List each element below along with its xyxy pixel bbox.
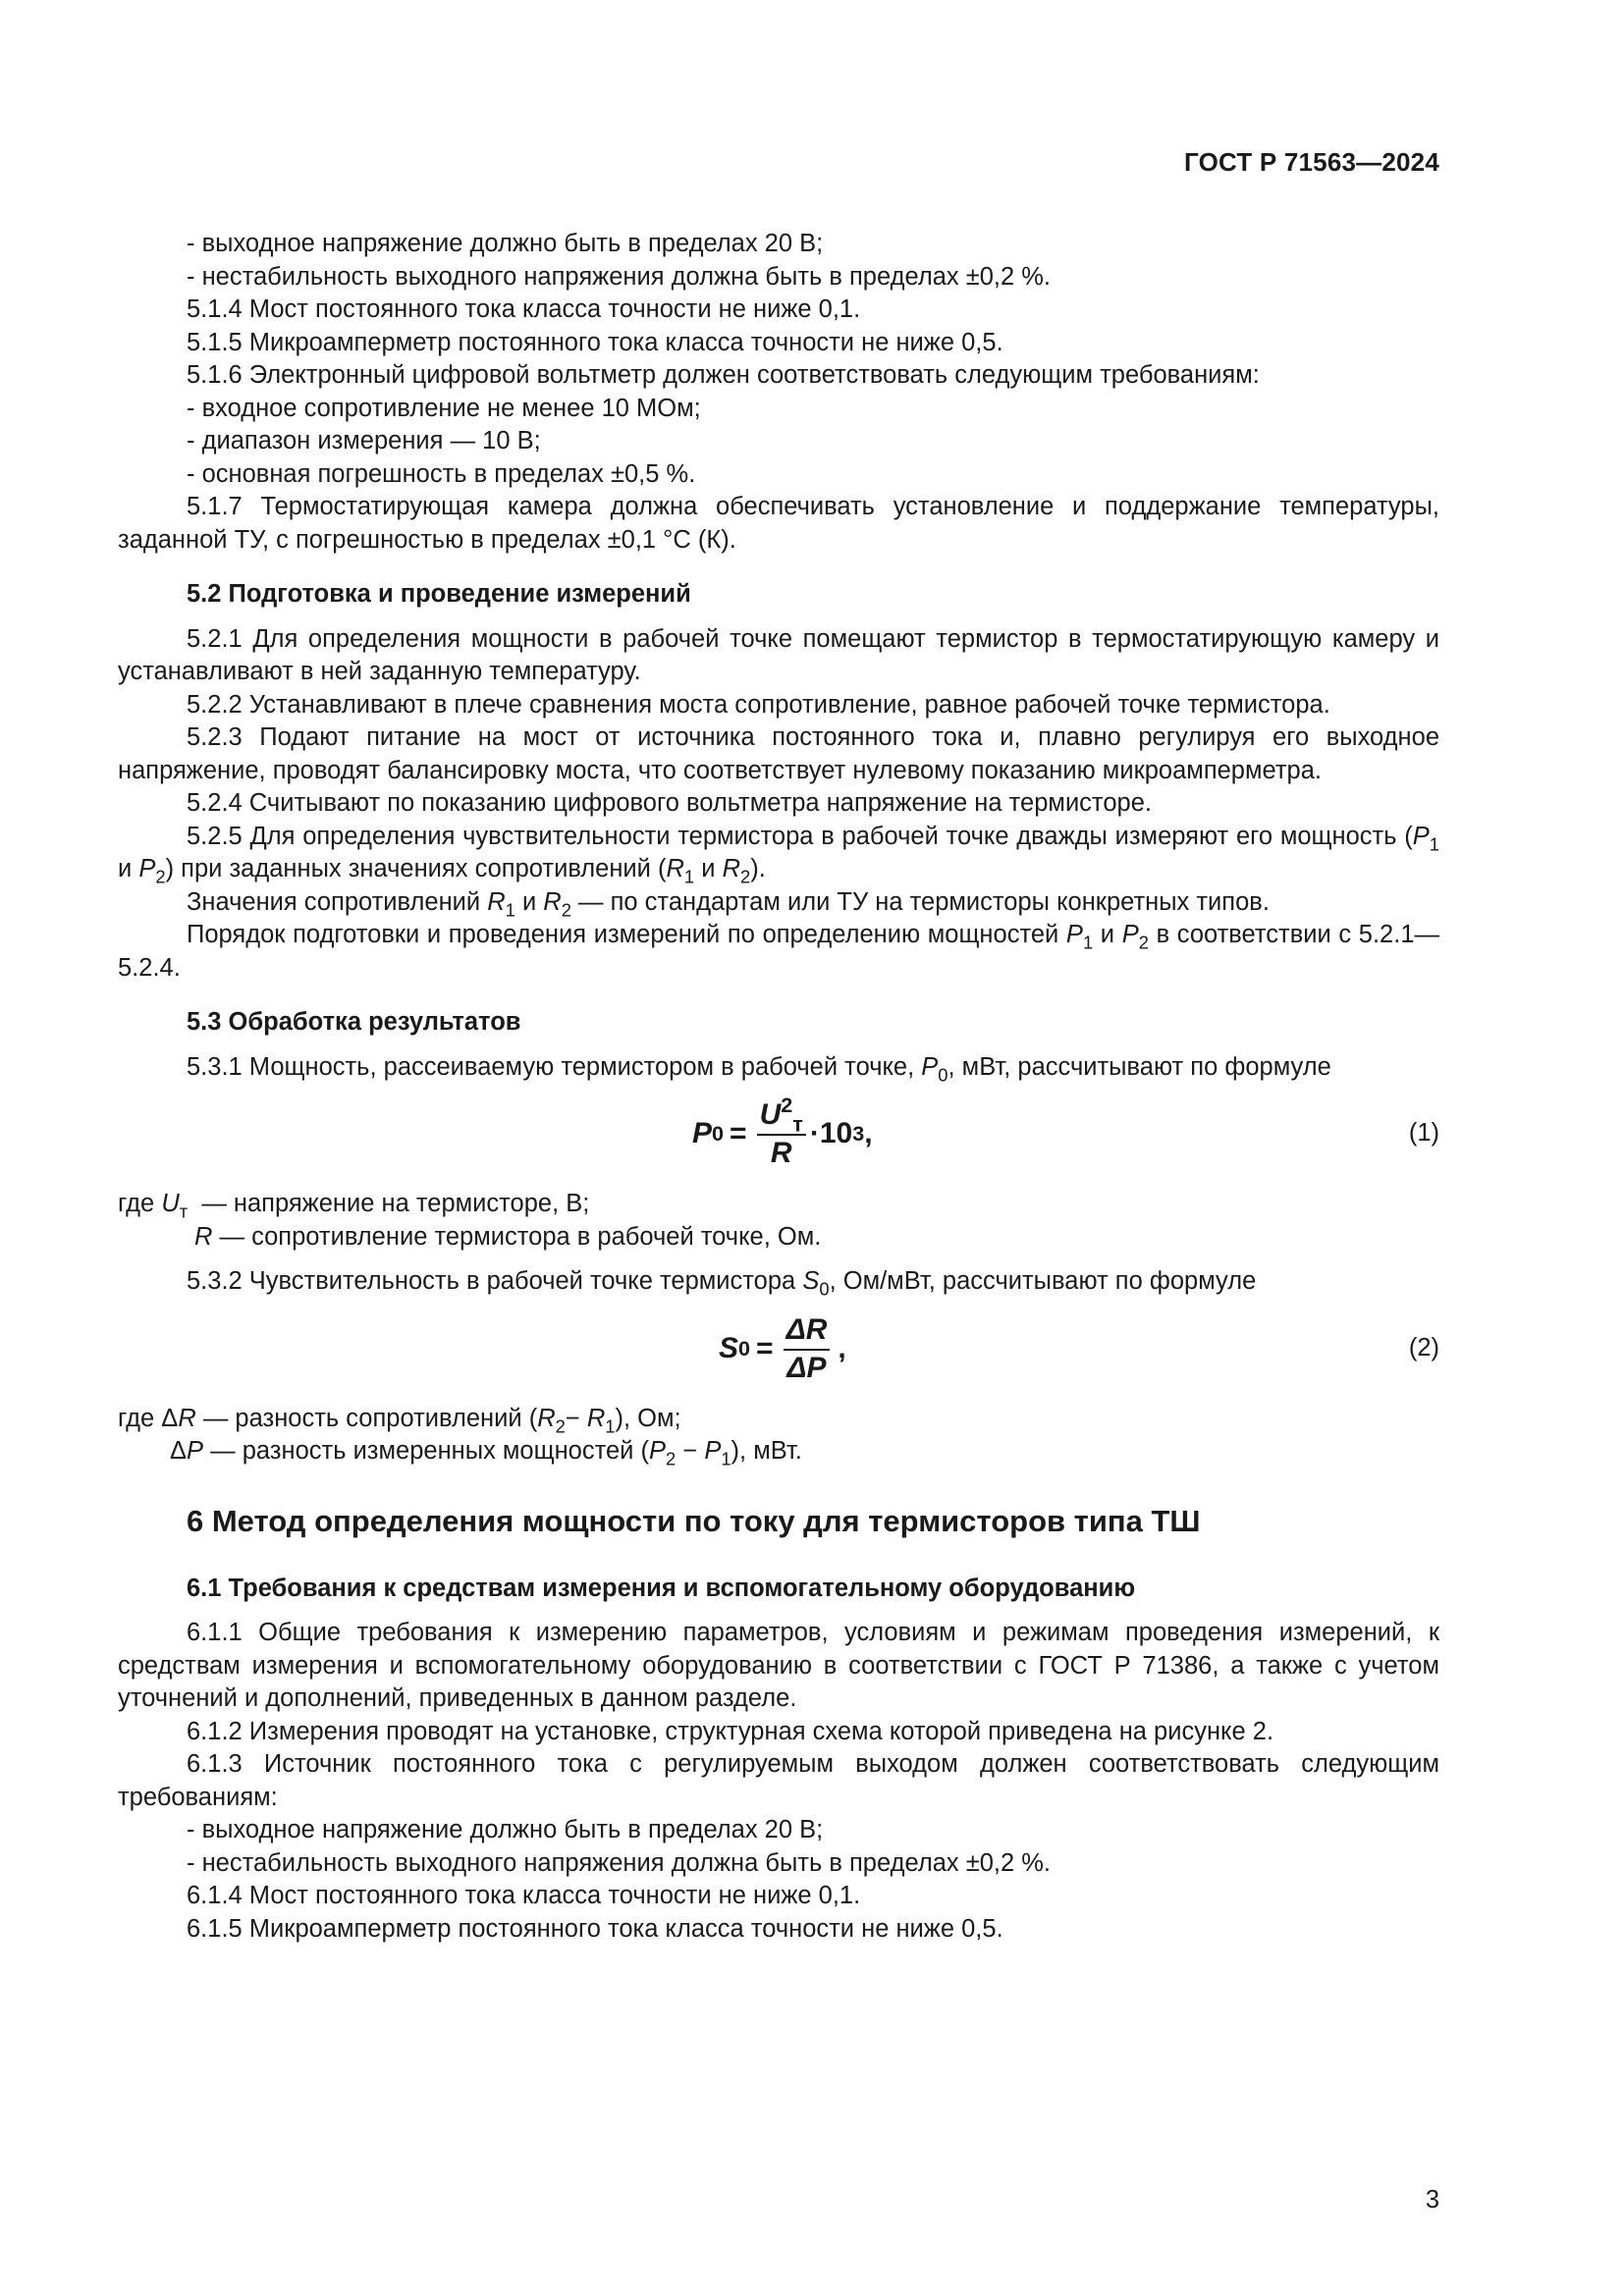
list-item: - выходное напряжение должно быть в пределах 20 В; — [187, 1816, 824, 1843]
list-item: - нестабильность выходного напряжения должна быть в пределах ±0,2 %. — [187, 262, 1051, 291]
list-item: - основная погрешность в пределах ±0,5 %. — [187, 459, 696, 488]
clause-6-1-2: 6.1.2 Измерения проводят на установке, структурная схема которой приведена на рисунке 2. — [187, 1717, 1274, 1745]
clause-6-1-4: 6.1.4 Мост постоянного тока класса точности не ниже 0,1. — [187, 1882, 861, 1909]
clause-5-2-1: 5.2.1 Для определения мощности в рабочей точке помещают термистор в термостатирующую камеру и устанавливают в ней заданную температуру. — [118, 624, 1439, 685]
formula-2-legend-power: ΔP — разность измеренных мощностей $(P_2 - P_1)$, мВт. — [170, 1437, 802, 1469]
formula-1-legend-voltage: где $U_т$ — напряжение на термисторе, В; — [118, 1190, 590, 1222]
clause-5-1-5: 5.1.5 Микроамперметр постоянного тока класса точности не ниже 0,5. — [187, 328, 1003, 356]
clause-5-2-3: 5.2.3 Подают питание на мост от источника постоянного тока и, плавно регулируя его выходное напряжение, проводят балансировку моста, что соответствует нулевому показанию микроамперметра. — [118, 723, 1439, 784]
section-heading-6-1: 6.1 Требования к средствам измерения и вспомогательному оборудованию — [187, 1574, 1136, 1602]
formula-1-row — [118, 1092, 1439, 1176]
clause-6-1-3: 6.1.3 Источник постоянного тока с регулируемым выходом должен соответствовать следующим требованиям: — [118, 1750, 1439, 1811]
formula-2: S 0 = $\frac{\Delta R}{\Delta P}$ , — [719, 1312, 846, 1384]
clause-5-1-7: 5.1.7 Термостатирующая камера должна обеспечивать установление и поддержание температуры, заданной ТУ, с погрешностью в пределах ±0,1 °С (К). — [118, 493, 1439, 554]
clause-6-1-1: 6.1.1 Общие требования к измерению параметров, условиям и режимам проведения измерений, к средствам измерения и вспомогательному оборудованию в соответствии с ГОСТ Р 71386, а также с учетом уточнений и дополнений, приведенных в данном разделе. — [118, 1619, 1439, 1712]
formula-2-row — [118, 1307, 1439, 1391]
list-item: - входное сопротивление не менее 10 МОм; — [187, 394, 701, 422]
list-item: - диапазон измерения — 10 В; — [187, 427, 541, 454]
clause-5-1-4: 5.1.4 Мост постоянного тока класса точности не ниже 0,1. — [187, 295, 861, 323]
section-heading-5-3: 5.3 Обработка результатов — [187, 1008, 521, 1036]
equation-number-2: (2) — [1408, 1333, 1439, 1362]
resistance-values-note: Значения сопротивлений $R_1$ и $R_2$ — по стандартам или ТУ на термисторы конкретных типов. — [187, 887, 1270, 920]
clause-5-3-1: 5.3.1 Мощность, рассеиваемую термистором в рабочей точке, $P_0$, мВт, рассчитывают по формуле — [187, 1052, 1331, 1085]
formula-2-legend-resistance: где ΔR — разность сопротивлений $(R_2- R_1)$, Ом; — [118, 1404, 681, 1436]
list-item: - выходное напряжение должно быть в пределах 20 В; — [187, 230, 824, 257]
equation-number-1: (1) — [1408, 1119, 1439, 1148]
list-item: - нестабильность выходного напряжения должна быть в пределах ±0,2 %. — [187, 1848, 1051, 1877]
section-heading-5-2: 5.2 Подготовка и проведение измерений — [187, 580, 691, 608]
section-heading-6: 6 Метод определения мощности по току для термисторов типа ТШ — [187, 1503, 1201, 1538]
clause-5-3-2: 5.3.2 Чувствительность в рабочей точке термистора $S_0$, Ом/мВт, рассчитывают по формуле — [187, 1267, 1257, 1300]
measurement-order-note: Порядок подготовки и проведения измерений по определению мощностей $P_1$ и $P_2$ в соответствии с 5.2.1—5.2.4. — [118, 921, 1440, 982]
clause-6-1-5: 6.1.5 Микроамперметр постоянного тока класса точности не ниже 0,5. — [187, 1914, 1003, 1943]
formula-1-legend-resistance: R — сопротивление термистора в рабочей точке, Ом. — [194, 1222, 822, 1251]
clause-5-2-5: 5.2.5 Для определения чувствительности термистора в рабочей точке дважды измеряют его мощность ($P_1$ и $P_2$) при заданных значениях сопротивлений ($R_1$ и $R_2$). — [118, 822, 1439, 887]
page-content — [118, 228, 1439, 1946]
clause-5-1-6: 5.1.6 Электронный цифровой вольтметр должен соответствовать следующим требованиям: — [187, 361, 1260, 389]
clause-5-2-2: 5.2.2 Устанавливают в плече сравнения моста сопротивление, равное рабочей точке термистора. — [187, 690, 1330, 719]
clause-5-2-4: 5.2.4 Считывают по показанию цифрового вольтметра напряжение на термисторе. — [187, 789, 1152, 817]
page-number: 3 — [1425, 2186, 1439, 2214]
formula-1: P 0 = $\frac{U^2_т}{R}$ ·10 3 , — [692, 1093, 873, 1169]
standard-code-header: ГОСТ Р 71563—2024 — [1184, 147, 1439, 177]
